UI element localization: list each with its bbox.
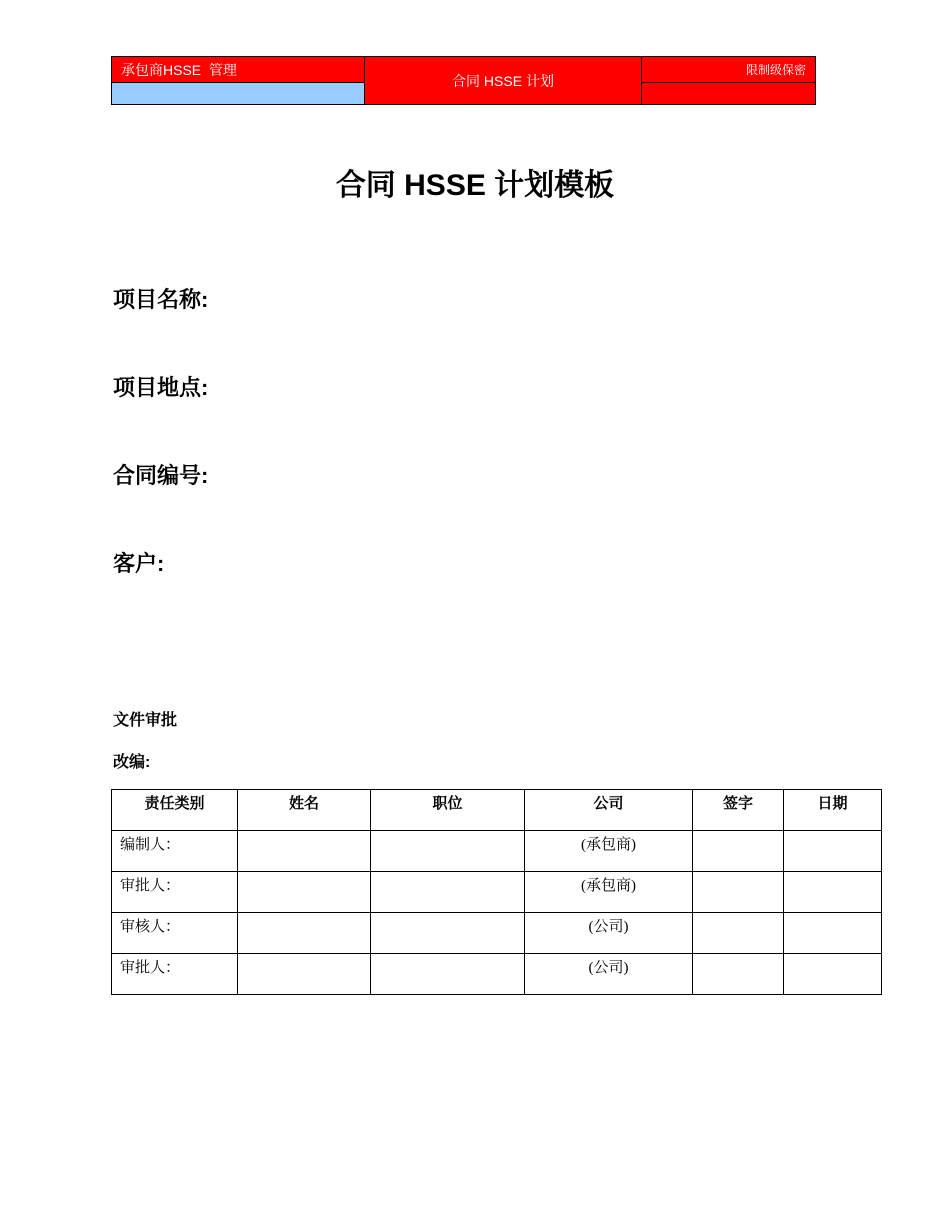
table-row	[112, 913, 882, 954]
cell-signature	[693, 954, 784, 995]
col-header-position: 职位	[371, 790, 525, 831]
cell-signature	[693, 872, 784, 913]
col-header-company: 公司	[525, 790, 693, 831]
field-project-location: 项目地点:	[113, 375, 209, 400]
table-header-row	[112, 790, 882, 831]
cell-date	[784, 831, 882, 872]
cell-role: 编制人：	[112, 831, 238, 872]
cell-company: (公司)	[525, 913, 693, 954]
table-row	[112, 872, 882, 913]
header-red-bar	[642, 83, 815, 104]
cell-name	[238, 954, 371, 995]
cell-position	[371, 954, 525, 995]
col-header-role: 责任类别	[112, 790, 238, 831]
cell-signature	[693, 831, 784, 872]
cell-company: (承包商)	[525, 872, 693, 913]
revision-label: 改编:	[113, 754, 151, 771]
cell-date	[784, 913, 882, 954]
document-title: 合同 HSSE 计划模板	[335, 169, 615, 202]
cell-role: 审批人：	[112, 954, 238, 995]
col-header-name: 姓名	[238, 790, 371, 831]
header-section-label: 承包商HSSE 管理	[112, 57, 364, 83]
cell-name	[238, 831, 371, 872]
table-row	[112, 954, 882, 995]
cell-signature	[693, 913, 784, 954]
cell-role: 审批人：	[112, 872, 238, 913]
cell-name	[238, 872, 371, 913]
cell-position	[371, 831, 525, 872]
cell-name	[238, 913, 371, 954]
cell-company: (公司)	[525, 954, 693, 995]
field-project-name: 项目名称:	[113, 287, 209, 312]
approval-table	[111, 789, 882, 995]
header-document-title: 合同 HSSE 计划	[365, 57, 642, 104]
header-blue-bar	[112, 83, 364, 104]
approval-heading: 文件审批	[113, 712, 178, 729]
table-row	[112, 831, 882, 872]
header-left-cell	[112, 57, 365, 104]
cell-date	[784, 872, 882, 913]
cell-position	[371, 872, 525, 913]
col-header-signature: 签字	[693, 790, 784, 831]
cell-company: (承包商)	[525, 831, 693, 872]
page-header	[111, 56, 816, 105]
cell-position	[371, 913, 525, 954]
header-classification: 限制级保密	[642, 57, 815, 83]
header-right-cell	[642, 57, 815, 104]
cell-date	[784, 954, 882, 995]
field-contract-number: 合同编号:	[113, 463, 209, 488]
col-header-date: 日期	[784, 790, 882, 831]
field-client: 客户:	[113, 551, 165, 576]
cell-role: 审核人：	[112, 913, 238, 954]
